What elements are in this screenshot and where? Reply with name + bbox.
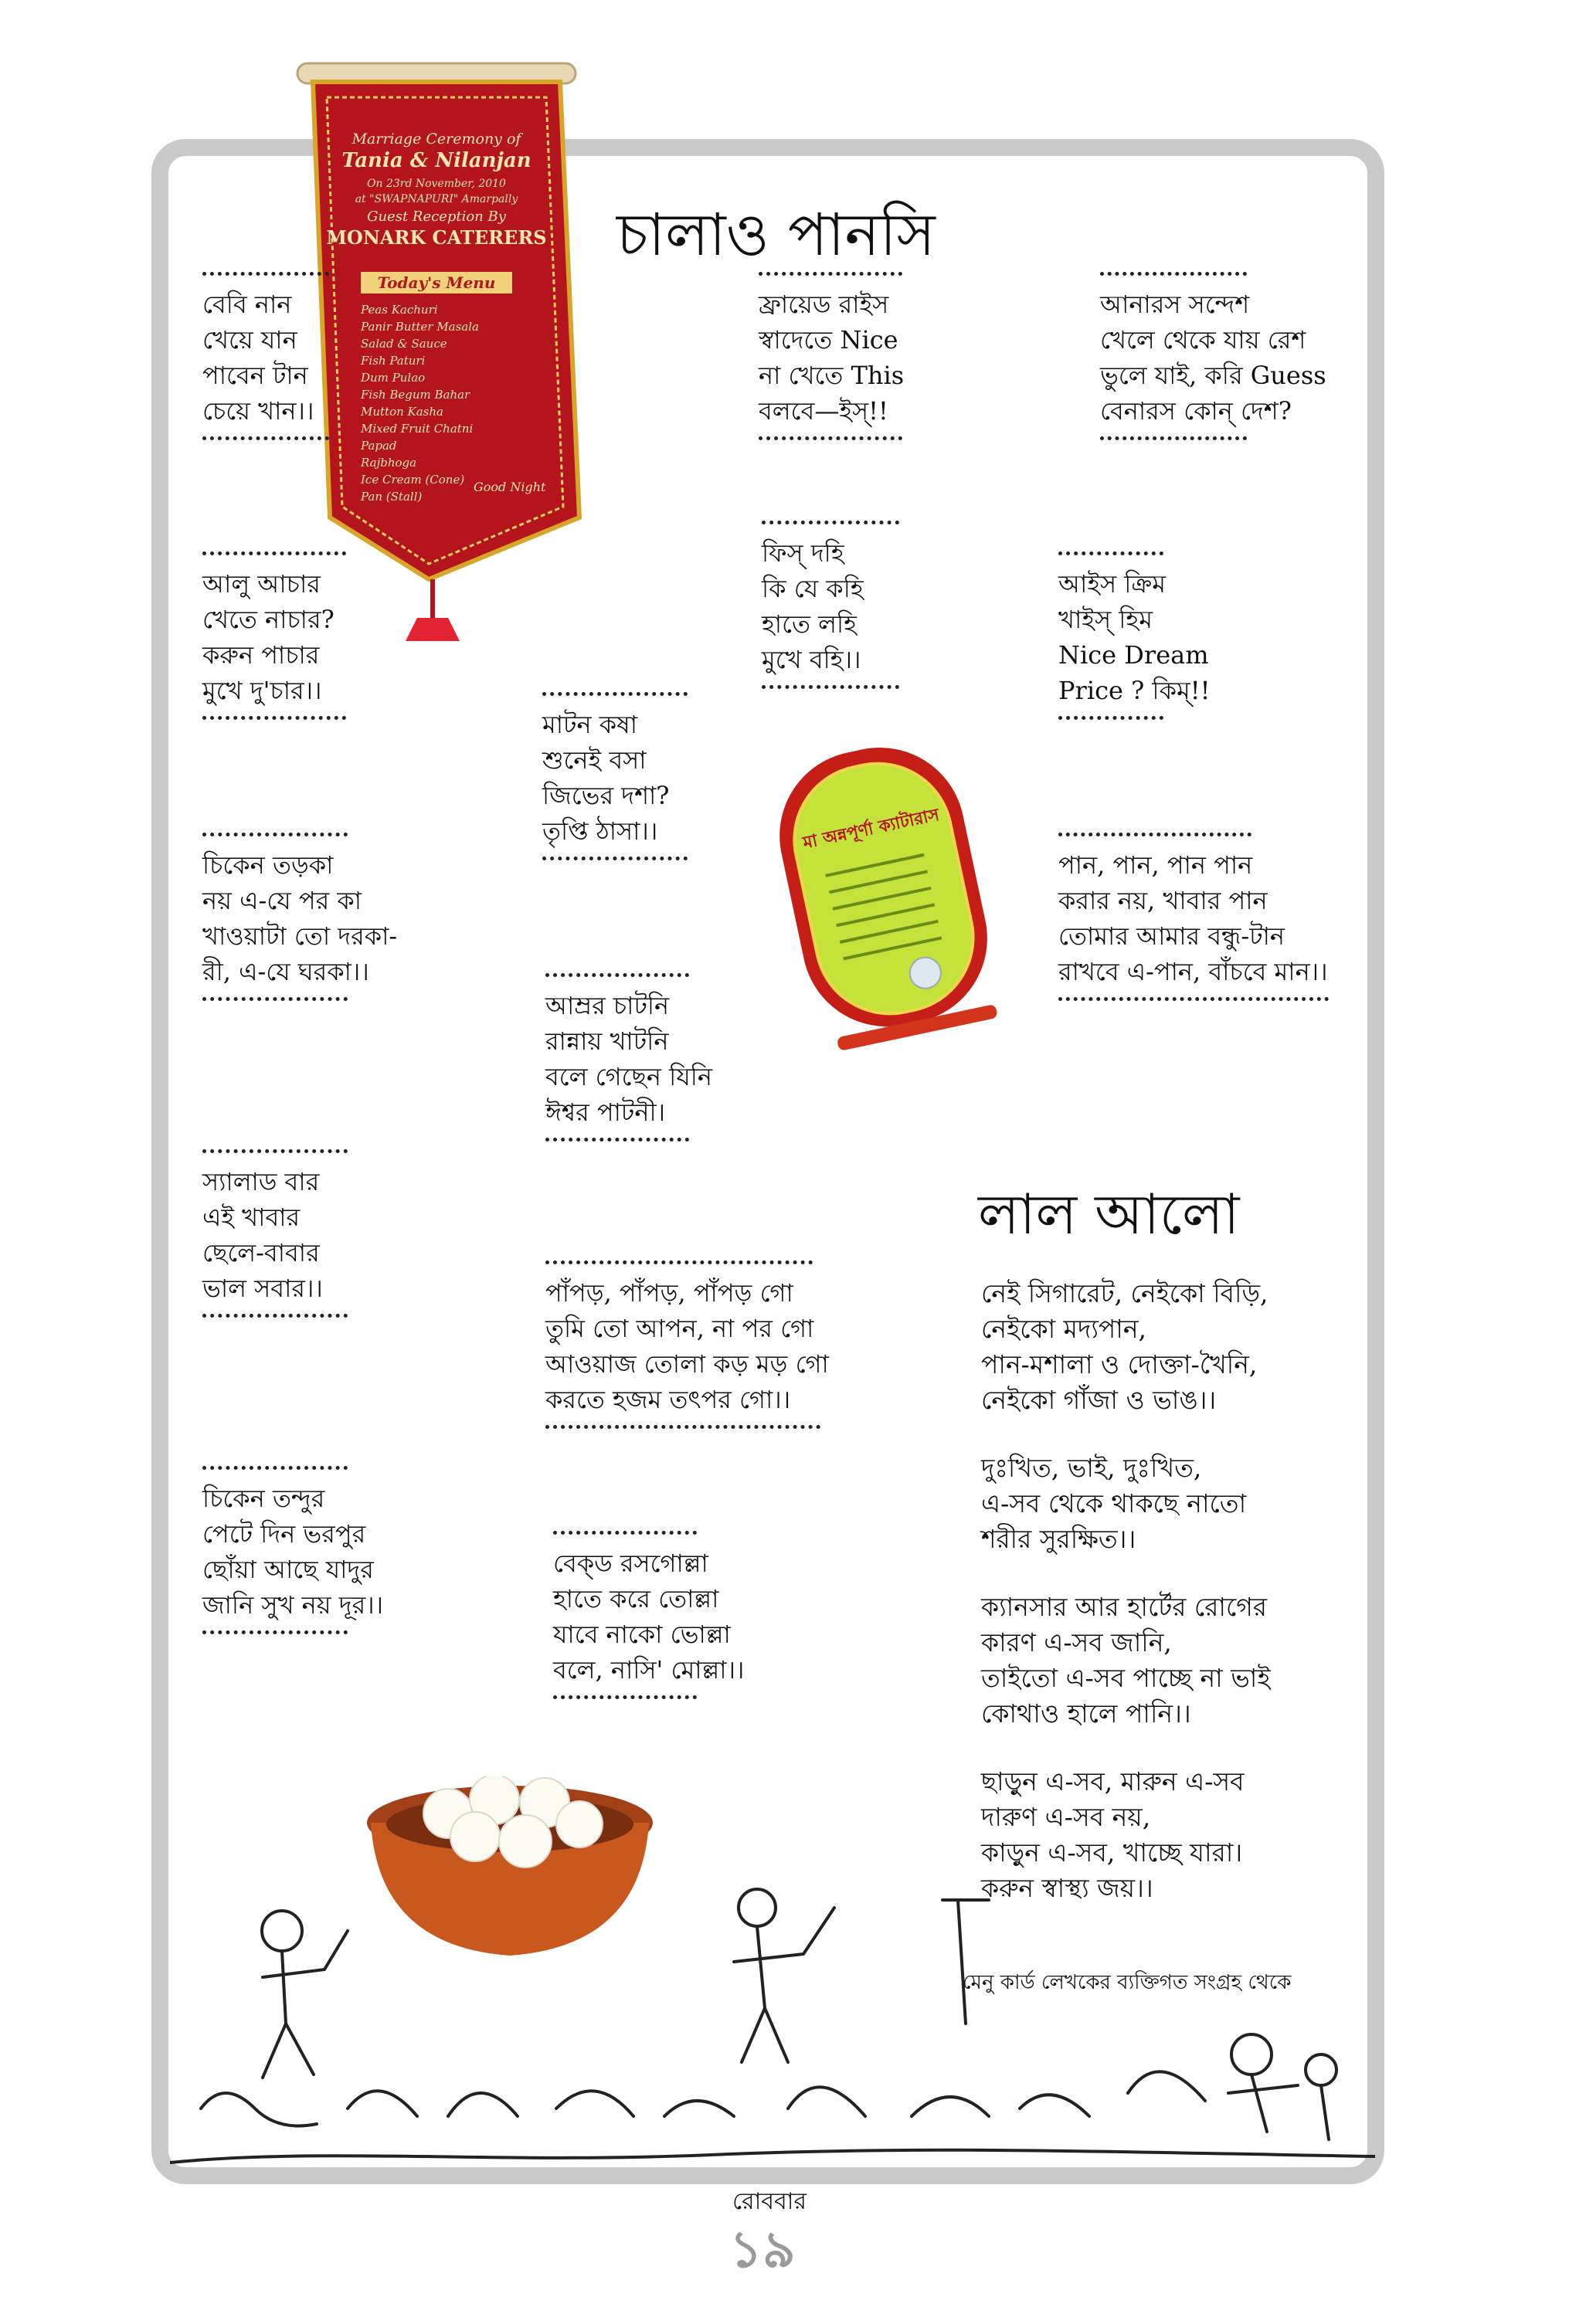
poem-line: করার নয়, খাবার পান: [1058, 886, 1268, 915]
menu-item: Ice Cream (Cone): [361, 473, 465, 487]
poem-line: ঈশ্বর পাটনী।: [545, 1098, 666, 1127]
poem: [1100, 267, 1326, 448]
poem-line: কি যে কহি: [762, 574, 864, 603]
poem-line: Price ? কিম্!!: [1058, 676, 1211, 705]
poem-line: হাতে লহি: [762, 609, 857, 639]
poem: [542, 687, 688, 868]
poem: [545, 969, 712, 1149]
poem-line: খাওয়াটা তো দরকা-: [202, 921, 398, 951]
poem-line: দারুণ এ-সব নয়,: [981, 1802, 1151, 1832]
menu-item: Mixed Fruit Chatni: [361, 422, 474, 436]
poem-line: তুমি তো আপন, না পর গো: [545, 1314, 814, 1343]
poem-line: আনারস সন্দেশ: [1100, 290, 1250, 319]
poem-line: নেইকো গাঁজা ও ভাঙ।।: [981, 1385, 1217, 1415]
poem-line: হাতে করে তোল্লা: [553, 1584, 719, 1613]
poem-line: স্যালাড বার: [202, 1167, 320, 1196]
caterer-menu-card: [742, 718, 1020, 1104]
red-light-poem: [981, 1276, 1271, 1906]
card-title: মা অন্নপূর্ণা ক্যাটারাস: [801, 805, 942, 853]
poem: [202, 1145, 348, 1325]
footer-label: রোববার: [732, 2188, 807, 2215]
poem-line: রাখবে এ-পান, বাঁচবে মান।।: [1058, 957, 1328, 986]
poem-line: ক্যানসার আর হার্টের রোগের: [981, 1592, 1268, 1622]
page-title: চালাও পানসি: [616, 200, 936, 269]
menu-item: Rajbhoga: [361, 456, 417, 470]
poem: [553, 1526, 744, 1707]
poem-line: আওয়াজ তোলা কড় মড় গো: [545, 1349, 829, 1379]
poem-line: পাবেন টান: [202, 361, 308, 390]
poem-line: এই খাবার: [202, 1203, 301, 1232]
poem: [1058, 547, 1210, 728]
poem-line: ছোঁয়া আছে যাদুর: [202, 1555, 374, 1584]
poem-line: কাড়ুন এ-সব, খাচ্ছে যারা।: [981, 1837, 1243, 1868]
poem-line: খেলে থেকে যায় রেশ: [1100, 325, 1306, 355]
menu-item: Fish Begum Bahar: [361, 388, 470, 402]
poem-line: আলু আচার: [202, 569, 321, 599]
menu-item: Peas Kachuri: [361, 303, 438, 317]
crowd-sketch: [170, 1877, 1375, 2170]
menu-item: Mutton Kasha: [361, 405, 443, 419]
poem-line: মাটন কষা: [542, 710, 638, 739]
poem-line: জিভের দশা?: [542, 781, 670, 810]
banner-line: On 23rd November, 2010: [367, 178, 506, 190]
poem-line: পেটে দিন ভরপুর: [202, 1519, 366, 1549]
poem: [762, 516, 899, 697]
poem-line: চেয়ে খান।।: [202, 396, 314, 426]
poem-line: তৃপ্তি ঠাসা।।: [542, 816, 658, 846]
poem-line: দুঃখিত, ভাই, দুঃখিত,: [981, 1453, 1202, 1483]
menu-item: Salad & Sauce: [361, 337, 447, 351]
poem-line: বেবি নান: [202, 290, 292, 319]
poem-line: খেয়ে যান: [202, 325, 297, 355]
poem: [759, 267, 904, 448]
poem-line: খাইস্ হিম: [1058, 605, 1153, 634]
poem-line: করতে হজম তৎপর গো।।: [545, 1385, 791, 1414]
poem-line: চিকেন তন্দুর: [202, 1484, 325, 1513]
banner-line: Today's Menu: [377, 273, 496, 292]
poem-line: ছাড়ুন এ-সব, মারুন এ-সব: [981, 1766, 1245, 1796]
poem: [202, 828, 397, 1009]
poem-line: না খেতে This: [759, 361, 905, 390]
menu-item: Fish Paturi: [361, 354, 426, 368]
poem-line: নয় এ-যে পর কা: [202, 886, 362, 915]
poem-line: বলে গেছেন যিনি: [545, 1062, 713, 1091]
poem-line: পাঁপড়, পাঁপড়, পাঁপড় গো: [545, 1278, 793, 1308]
poem: [545, 1256, 829, 1437]
poem-line: ছেলে-বাবার: [202, 1238, 320, 1267]
section-title: লাল আলো: [978, 1182, 1240, 1247]
banner-line: Marriage Ceremony of: [351, 131, 521, 148]
poem-line: খেতে নাচার?: [202, 605, 335, 634]
poem-line: Nice Dream: [1058, 640, 1209, 670]
poem-line: কারণ এ-সব জানি,: [981, 1627, 1172, 1657]
poem-line: যাবে নাকো ভোল্লা: [553, 1620, 731, 1649]
banner-line: Tania & Nilanjan: [341, 149, 531, 172]
poem-line: নেই সিগারেট, নেইকো বিড়ি,: [981, 1278, 1268, 1308]
poem-line: শরীর সুরক্ষিত।।: [981, 1524, 1136, 1554]
poem-line: চিকেন তড়কা: [202, 850, 334, 880]
menu-item: Dum Pulao: [361, 371, 426, 385]
poem-line: তাইতো এ-সব পাচ্ছে না ভাই: [981, 1663, 1271, 1693]
poem-line: এ-সব থেকে থাকছে নাতো: [981, 1488, 1247, 1518]
poem-line: পান-মশালা ও দোক্তা-খৈনি,: [981, 1349, 1258, 1379]
menu-item: Pan (Stall): [361, 490, 423, 504]
poem-line: বলে, নাসি' মোল্লা।।: [553, 1655, 745, 1684]
poem-line: রান্নায় খাটনি: [545, 1026, 669, 1056]
poem-line: মুখে দু'চার।।: [202, 676, 322, 705]
menu-item: Panir Butter Masala: [361, 320, 479, 334]
poem-line: আম্রর চাটনি: [545, 991, 670, 1020]
poem-line: মুখে বহি।।: [762, 645, 861, 674]
banner-line: at "SWAPNAPURI" Amarpally: [355, 193, 518, 205]
poem-line: বলবে—ইস্!!: [759, 396, 888, 426]
poem-line: বেক্ড রসগোল্লা: [553, 1549, 708, 1578]
poem: [202, 547, 346, 728]
poem-line: স্বাদেতে Nice: [759, 325, 898, 355]
poem-line: বেনারস কোন্ দেশ?: [1100, 396, 1292, 426]
poem-line: শুনেই বসা: [542, 745, 647, 775]
poem: [202, 267, 329, 448]
good-night-text: Good Night: [474, 480, 546, 494]
poem-line: নেইকো মদ্যপান,: [981, 1314, 1147, 1344]
poem-line: করুন স্বাস্থ্য জয়।।: [981, 1873, 1153, 1903]
menu-item: Papad: [361, 439, 397, 453]
poem-line: রী, এ-যে ঘরকা।।: [202, 957, 369, 986]
poem-line: করুন পাচার: [202, 640, 320, 670]
poem: [202, 1461, 383, 1642]
banner-line: Guest Reception By: [367, 209, 506, 225]
poem-line: কোথাও হালে পানি।।: [981, 1698, 1191, 1729]
poem-line: পান, পান, পান পান: [1058, 850, 1253, 880]
photo-caption: মেনু কার্ড লেখকের ব্যক্তিগত সংগ্রহ থেকে: [963, 1971, 1292, 1994]
poem-line: ভুলে যাই, করি Guess: [1100, 361, 1326, 390]
page-number: ১৯: [729, 2220, 796, 2279]
poem-line: ভাল সবার।।: [202, 1274, 323, 1303]
poem: [1058, 828, 1329, 1009]
banner-line: MONARK CATERERS: [326, 226, 547, 249]
poem-line: তোমার আমার বন্ধু-টান: [1058, 921, 1285, 951]
poem-line: জানি সুখ নয় দূর।।: [202, 1590, 384, 1620]
poem-line: আইস ক্রিম: [1058, 569, 1166, 599]
poem-line: ফ্রায়েড রাইস: [759, 290, 889, 319]
poem-line: ফিস্ দহি: [762, 538, 844, 568]
